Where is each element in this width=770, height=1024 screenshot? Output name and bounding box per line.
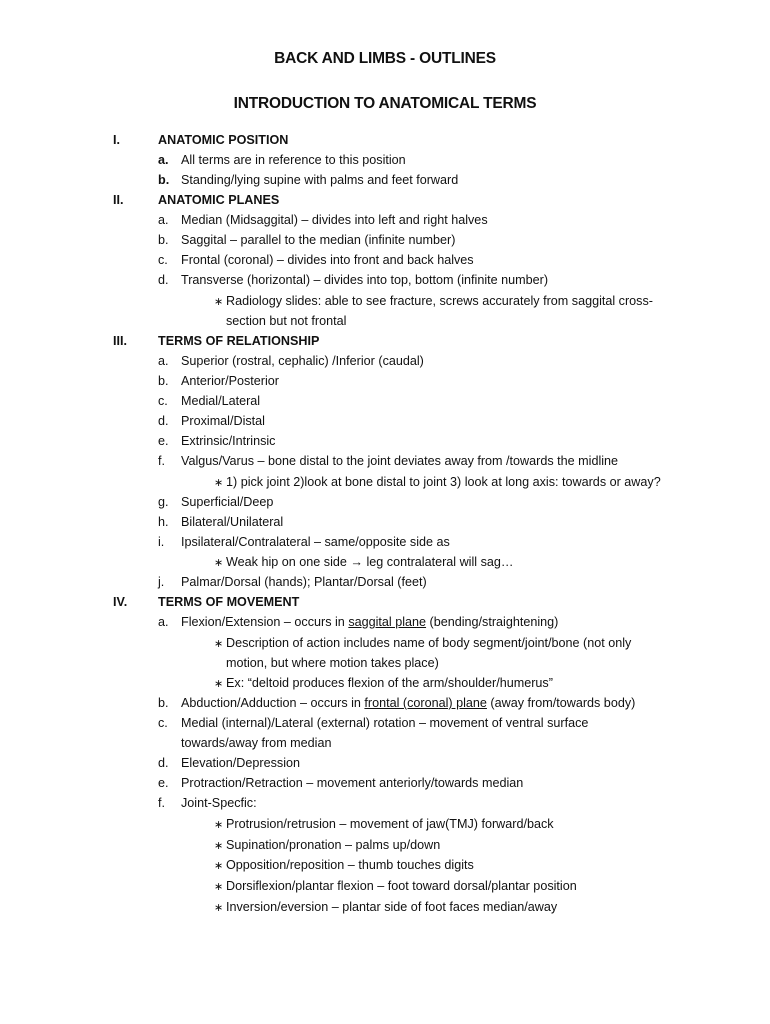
item-label: a. — [158, 615, 169, 629]
item-label: b. — [158, 233, 169, 247]
section-heading: TERMS OF MOVEMENT — [158, 595, 300, 609]
list-item — [158, 615, 558, 629]
item-text: Superior (rostral, cephalic) /Inferior (caudal) — [181, 354, 424, 368]
bullet-glyph: ∗ — [214, 881, 224, 893]
bullet-text: Supination/pronation – palms up/down — [226, 838, 441, 852]
item-text: Frontal (coronal) – divides into front and back halves — [181, 253, 474, 267]
section-heading: TERMS OF RELATIONSHIP — [158, 334, 320, 348]
bullet-glyph: ∗ — [214, 860, 224, 872]
bullet-glyph: ∗ — [214, 840, 224, 852]
list-item — [158, 696, 635, 710]
list-item — [158, 716, 588, 730]
list-item — [158, 233, 455, 247]
sub-bullet — [214, 858, 474, 873]
item-label: b. — [158, 374, 169, 388]
list-item — [158, 354, 424, 368]
item-label: j. — [158, 575, 165, 589]
section-numeral: III. — [113, 334, 127, 348]
bullet-glyph: ∗ — [214, 902, 224, 914]
sub-bullet — [214, 676, 553, 691]
item-label: g. — [158, 495, 169, 509]
section-numeral: II. — [113, 193, 124, 207]
item-text: All terms are in reference to this position — [181, 153, 406, 167]
bullet-text-post: leg contralateral will sag… — [362, 555, 514, 569]
item-label: c. — [158, 716, 168, 730]
item-text: Saggital – parallel to the median (infinite number) — [181, 233, 456, 247]
item-label: c. — [158, 394, 168, 408]
item-text: Elevation/Depression — [181, 756, 301, 770]
list-item — [158, 414, 265, 428]
bullet-text: 1) pick joint 2)look at bone distal to joint 3) look at long axis: towards or away? — [226, 475, 661, 489]
bullet-glyph: ∗ — [214, 477, 224, 489]
item-text: Anterior/Posterior — [181, 374, 279, 388]
item-text: Medial (internal)/Lateral (external) rotation – movement of ventral surface — [181, 716, 589, 730]
list-item — [158, 796, 257, 810]
bullet-text: Ex: “deltoid produces flexion of the arm/shoulder/humerus” — [226, 676, 553, 690]
bullet-continuation: motion, but where motion takes place) — [226, 656, 439, 670]
item-text: Palmar/Dorsal (hands); Plantar/Dorsal (feet) — [181, 575, 427, 589]
item-text: Extrinsic/Intrinsic — [181, 434, 276, 448]
bullet-glyph: ∗ — [214, 638, 224, 650]
item-label: a. — [158, 354, 169, 368]
bullet-continuation: section but not frontal — [226, 314, 347, 328]
item-label: e. — [158, 776, 169, 790]
sub-bullet — [214, 294, 653, 309]
list-item — [158, 454, 618, 468]
list-item — [158, 434, 275, 448]
item-label: f. — [158, 454, 165, 468]
item-text: Protraction/Retraction – movement anteriorly/towards median — [181, 776, 524, 790]
item-label: c. — [158, 253, 168, 267]
list-item — [158, 253, 474, 267]
section-numeral: IV. — [113, 595, 128, 609]
bullet-glyph: ∗ — [214, 819, 224, 831]
item-text: Superficial/Deep — [181, 495, 274, 509]
item-text-post: (bending/straightening) — [426, 615, 559, 629]
sub-bullet — [214, 475, 661, 490]
item-text-post: (away from/towards body) — [486, 696, 636, 710]
item-text-pre: Flexion/Extension – occurs in — [181, 615, 349, 629]
item-text: Proximal/Distal — [181, 414, 265, 428]
bullet-text-pre: Weak hip on one side — [226, 555, 351, 569]
item-text: Standing/lying supine with palms and feet forward — [181, 173, 459, 187]
item-text: Valgus/Varus – bone distal to the joint deviates away from /towards the midline — [181, 454, 619, 468]
item-text: Bilateral/Unilateral — [181, 515, 284, 529]
section-heading: ANATOMIC PLANES — [158, 193, 280, 207]
list-item — [158, 153, 406, 167]
bullet-text: Radiology slides: able to see fracture, screws accurately from saggital cross- — [226, 294, 653, 308]
list-item — [158, 575, 427, 589]
item-label: f. — [158, 796, 165, 810]
item-text: Medial/Lateral — [181, 394, 261, 408]
bullet-text: Inversion/eversion – plantar side of foot faces median/away — [226, 900, 558, 914]
sub-bullet — [214, 900, 557, 915]
arrow-right-icon: → — [350, 555, 363, 569]
list-item — [158, 394, 260, 408]
document-subtitle: INTRODUCTION TO ANATOMICAL TERMS — [233, 95, 537, 112]
document-title: BACK AND LIMBS - OUTLINES — [274, 50, 496, 67]
item-text: Ipsilateral/Contralateral – same/opposite side as — [181, 535, 450, 549]
bullet-text: Opposition/reposition – thumb touches digits — [226, 858, 474, 872]
bullet-text: Description of action includes name of body segment/joint/bone (not only — [226, 636, 632, 650]
list-item — [158, 213, 488, 227]
item-label: e. — [158, 434, 169, 448]
item-label: d. — [158, 756, 169, 770]
item-label: d. — [158, 273, 169, 287]
list-item — [158, 776, 523, 790]
bullet-glyph: ∗ — [214, 296, 224, 308]
bullet-glyph: ∗ — [214, 678, 224, 690]
item-label: a. — [158, 213, 169, 227]
item-label: d. — [158, 414, 169, 428]
list-item — [158, 756, 300, 770]
item-continuation: towards/away from median — [181, 736, 332, 750]
sub-bullet — [214, 838, 440, 853]
list-item — [158, 495, 273, 509]
item-label: b. — [158, 696, 169, 710]
item-label: i. — [158, 535, 165, 549]
bullet-text: Dorsiflexion/plantar flexion – foot toward dorsal/plantar position — [226, 879, 577, 893]
item-text: Joint-Specfic: — [181, 796, 257, 810]
item-label: a. — [158, 153, 169, 167]
item-label: h. — [158, 515, 169, 529]
underlined-term: saggital plane — [348, 615, 427, 629]
sub-bullet — [214, 817, 554, 832]
item-text-pre: Abduction/Adduction – occurs in — [181, 696, 365, 710]
sub-bullet — [214, 555, 513, 570]
item-label: b. — [158, 173, 170, 187]
list-item — [158, 273, 548, 287]
bullet-glyph: ∗ — [214, 557, 224, 569]
section-numeral: I. — [113, 133, 120, 147]
list-item — [158, 515, 283, 529]
sub-bullet — [214, 879, 577, 894]
bullet-text: Protrusion/retrusion – movement of jaw(TMJ) forward/back — [226, 817, 554, 831]
list-item — [158, 173, 458, 187]
sub-bullet — [214, 636, 631, 651]
item-text: Median (Midsaggital) – divides into left and right halves — [181, 213, 488, 227]
list-item — [158, 535, 450, 549]
underlined-term: frontal (coronal) plane — [364, 696, 487, 710]
item-text: Transverse (horizontal) – divides into top, bottom (infinite number) — [181, 273, 549, 287]
section-heading: ANATOMIC POSITION — [158, 133, 289, 147]
list-item — [158, 374, 279, 388]
